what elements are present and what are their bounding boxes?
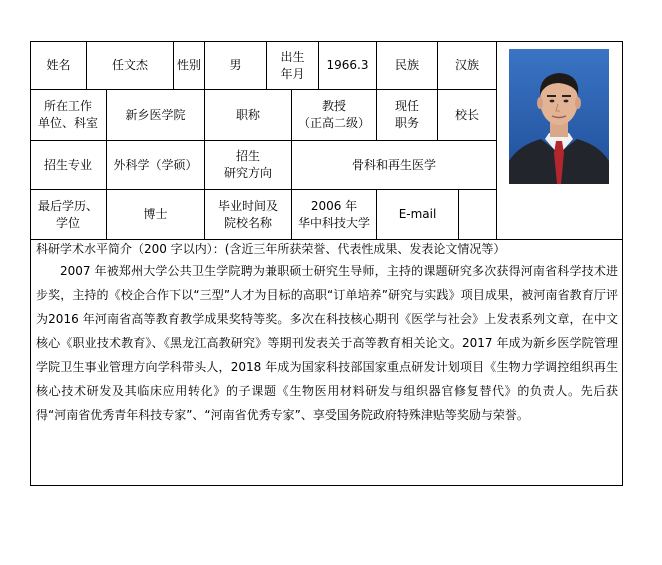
gender-label: 性别 (176, 58, 201, 72)
title-value-line-1: 教授 (321, 99, 346, 113)
degree-value: 博士 (143, 207, 168, 221)
email-value (459, 190, 622, 239)
graduation-value (292, 190, 376, 239)
direction-label-line-2: 研究方向 (223, 166, 272, 180)
unit-label-line-1: 所在工作 (43, 99, 92, 113)
graduation-label-line-1: 毕业时间及 (217, 198, 278, 213)
graduation-label (205, 190, 291, 239)
birth-label-line-2: 年月 (280, 66, 305, 81)
title-label: 职称 (235, 107, 260, 122)
direction-value: 骨科和再生医学 (351, 157, 436, 172)
ethnicity-value: 汉族 (454, 58, 479, 72)
direction-label (205, 141, 291, 189)
unit-label (30, 90, 106, 140)
profile-photo (509, 49, 609, 184)
position-label-line-2: 职务 (394, 116, 419, 130)
name-label: 姓名 (46, 58, 71, 72)
birth-label-line-1: 出生 (280, 49, 305, 64)
title-value-line-2: （正高二级） (297, 116, 370, 130)
table-line (30, 485, 623, 486)
title-value (292, 90, 376, 140)
graduation-value-line-1: 2006 年 (310, 198, 358, 213)
birth-label (267, 41, 318, 90)
graduation-value-line-2: 华中科技大学 (297, 215, 370, 230)
position-label (377, 90, 437, 140)
ethnicity-label: 民族 (394, 58, 419, 72)
email-label: E-mail (398, 207, 437, 221)
table-line (622, 41, 623, 486)
profile-form (30, 41, 623, 486)
intro-body: 2007 年被郑州大学公共卫生学院聘为兼职硕士研究生导师，主持的课题研究多次获得河南省科学技术进步奖，主持的《校企合作下以“三型”人才为目标的高职“订单培养”研究与实践》项目成果，被河南省教育厅评为2016 年河南省高等教育教学成果奖特等奖。多次在科技核心期刊《医学与社会》上发表系列文章，在中文核心《职业技术教育》、《黑龙江高教研究》等期刊发表关于高等教育相关论文。2017 年成为新乡医学院管理学院卫生事业管理方向学科带头人，2018 年成为国家科技部国家重点研发计划项目《生物力学调控组织再生核心技术研发及其临床应用转化》的子课题《生物医用材料研发与组织器官修复替代》的负责人。先后获得“河南省优秀青年科技专家”、“河南省优秀专家”、享受国务院政府特殊津贴等奖励与荣誉。 (36, 264, 618, 422)
graduation-label-line-2: 院校名称 (223, 215, 272, 230)
degree-label-line-1: 最后学历、 (37, 198, 98, 213)
unit-label-line-2: 单位、科室 (37, 116, 98, 130)
degree-label-line-2: 学位 (55, 215, 80, 230)
unit-value: 新乡医学院 (125, 107, 186, 122)
table-line (30, 239, 623, 240)
portrait-illustration (509, 49, 609, 184)
gender-value: 男 (229, 58, 242, 72)
name-value: 任文杰 (111, 58, 148, 72)
birth-value: 1966.3 (326, 58, 369, 72)
position-value: 校长 (454, 107, 479, 122)
intro-title: 科研学术水平简介（200 字以内）：(含近三年所获荣誉、代表性成果、发表论文情况等） (36, 242, 506, 256)
degree-label (30, 190, 106, 239)
major-value: 外科学（学硕） (113, 157, 198, 172)
position-label-line-1: 现任 (394, 99, 419, 113)
major-label: 招生专业 (43, 157, 92, 172)
direction-label-line-1: 招生 (235, 149, 260, 163)
